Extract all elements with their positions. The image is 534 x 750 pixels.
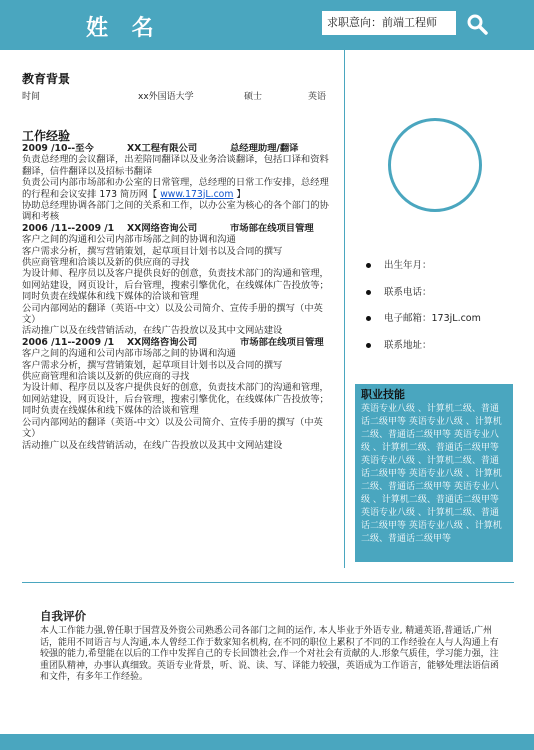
contact-address: 联系地址： [366, 340, 481, 367]
job-position: 市场部在线项目管理 [230, 222, 314, 234]
contact-birth: 出生年月： [366, 260, 481, 287]
job-duty: 公司内部网站的翻译（英语-中文）以及公司简介、宣传手册的撰写（中英文） [22, 416, 323, 440]
work-experience [22, 143, 330, 451]
job-duty: 客户之间的沟通和公司内部市场部之间的协调和沟通 [22, 348, 236, 360]
footer-bar [0, 734, 534, 750]
job-company: XX网络咨询公司 [127, 222, 198, 234]
search-icon[interactable] [466, 13, 488, 35]
contact-list [366, 260, 481, 366]
job-position: 总经理助理/翻译 [230, 143, 299, 154]
education-degree: 硕士 [244, 92, 263, 102]
skills-box [355, 384, 513, 562]
job-duty: 供应商管理和洽谈以及新的供应商的寻找 [22, 257, 190, 269]
job-duty: 客户需求分析，撰写营销策划，起草项目计划书以及合同的撰写 [22, 359, 283, 371]
skills-title: 职业技能 [361, 388, 405, 401]
header-bar [0, 0, 534, 50]
job-duty: 活动推广以及在线营销活动，在线广告投放以及其中文网站建设 [22, 325, 283, 337]
education-title: 教育背景 [22, 72, 71, 86]
job-duty: 负责公司内部市场部和办公室的日常管理，总经理的日常工作安排，总经理的行程和会议安排 173 简历网【 www.173jL.com 】 [22, 177, 329, 200]
job-duty: 公司内部网站的翻译（英语-中文）以及公司简介、宣传手册的撰写（中英文） [22, 302, 323, 326]
job-objective: 求职意向：前端工程师 [322, 11, 456, 35]
job-company: XX网络咨询公司 [127, 336, 198, 348]
job-header [22, 143, 330, 154]
education-major: 英语 [308, 92, 327, 102]
self-evaluation-text: 本人工作能力强,曾任职于国营及外资公司熟悉公司各部门之间的运作, 本人毕业于外语专业, 精通英语,普通话,广州话，能用不同语言与人沟通,本人曾经工作于数家知名机构, 在不同的职位上累积了不同的工作经验在人与人沟通上有较强的能力,希望能在以后的工作中发挥自己的专长回馈社会,作一个对社会有贡献的人.形象气质佳，学习能力强，注重团队精神，办事认真细致。英语专业背景，听、说、读、写、译能力较强，英语成为工作语言，能够处理法语信函和文件，有多年工作经验。 [40, 626, 500, 683]
photo-placeholder [388, 118, 482, 212]
job-duty: 负责总经理的会议翻译，出差陪同翻译以及业务洽谈翻译，包括口译和资料翻译，信件翻译以及招标书翻译 [22, 154, 329, 177]
job-duty: 为设计师、程序员以及客户提供良好的创意，负责技术部门的沟通和管理，如网站建设，网页设计，后台管理，搜索引擎优化，在线媒体广告投放等；同时负责在线媒体和线下媒体的洽谈和管理 [22, 268, 329, 303]
job-period: 2006 /11--2009 /1 [22, 222, 115, 234]
job-duty: 客户需求分析，撰写营销策划，起草项目计划书以及合同的撰写 [22, 245, 283, 257]
column-divider [344, 50, 345, 568]
work-title: 工作经验 [22, 129, 71, 143]
section-divider [22, 582, 514, 583]
self-evaluation [40, 610, 506, 684]
job-period: 2006 /11--2009 /1 [22, 336, 115, 348]
contact-phone: 联系电话： [366, 287, 481, 314]
skills-text: 英语专业八级 、计算机二级、普通话二级甲等 英语专业八级 、计算机二级、普通话二级甲等 英语专业八级 、计算机二级、普通话二级甲等 英语专业八级 、计算机二级、普通话二级甲等 英语专业八级 、计算机二级、普通话二级甲等 英语专业八级 、计算机二级、普通话二级甲等 英语专业八级 、计算机二级、普通话二级甲等 英语专业八级 、计算机二级、普通话二级甲等 [361, 404, 502, 544]
job-duty: 活动推广以及在线营销活动，在线广告投放以及其中文网站建设 [22, 439, 283, 451]
contact-email: 电子邮箱：173jL.com [366, 313, 481, 340]
job-duty: 供应商管理和洽谈以及新的供应商的寻找 [22, 371, 190, 383]
website-link[interactable]: www.173jL.com [160, 188, 234, 200]
job-period: 2009 /10--至今 [22, 143, 94, 154]
job-duty: 协助总经理协调各部门之间的关系和工作，以办公室为核心的各个部门的协调和考核 [22, 200, 329, 223]
job-duty: 客户之间的沟通和公司内部市场部之间的协调和沟通 [22, 234, 236, 246]
job-header [22, 337, 330, 348]
job-duty: 为设计师、程序员以及客户提供良好的创意，负责技术部门的沟通和管理，如网站建设，网页设计，后台管理，搜索引擎优化，在线媒体广告投放等；同时负责在线媒体和线下媒体的洽谈和管理 [22, 382, 329, 417]
education-school: xx外国语大学 [138, 92, 194, 102]
job-header [22, 223, 330, 234]
self-evaluation-title: 自我评价 [40, 609, 86, 623]
job-company: XX工程有限公司 [127, 143, 198, 154]
candidate-name: 姓 名 [86, 16, 162, 41]
job-position: 市场部在线项目管理 [240, 336, 324, 348]
education-time: 时间 [22, 92, 41, 102]
